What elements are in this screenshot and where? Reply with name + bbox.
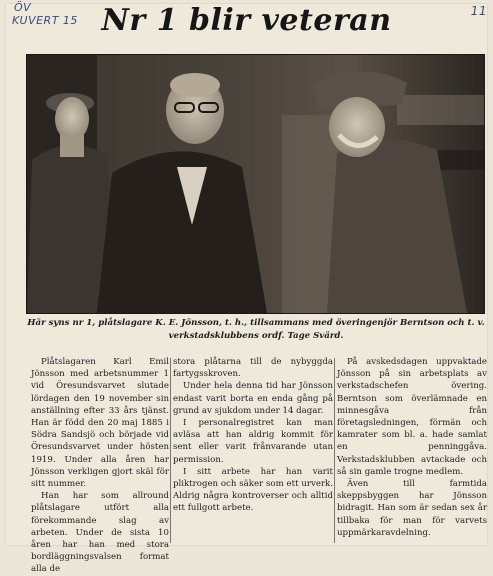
article-headline: Nr 1 blir veteran xyxy=(101,3,392,38)
column-divider xyxy=(170,358,171,543)
paragraph: Även till farmtida skeppsbyggen har Jönsson bidragit. Han som är sedan sex år tillbaka för man för varvets uppmärkaravdelning. xyxy=(337,479,487,538)
paragraph: stora plåtarna till de nybyggda fartygsskroven. xyxy=(173,357,333,380)
handwritten-note-ov: ÖV xyxy=(14,1,32,14)
paragraph: Plåtslagaren Karl Emil Jönsson med arbetsnummer 1 vid Öresundsvarvet slutade lördagen den 19 november sin anställning efter 33 års tjänst. Han är född den 20 maj 1885 i Södra Sandsjö och började vid Öresundsvarvet under hösten 1919. Under alla åren har Jönsson verkligen gjort skäl för sitt nummer. xyxy=(31,357,169,490)
handwritten-page-number: 11 xyxy=(470,4,487,18)
paragraph: På avskedsdagen uppvaktade Jönsson på sin arbetsplats av verkstadschefen övering. Berntson som överlämnade en minnesgåva från företagsledningen, förmän och kamrater som bl. a. hade samlat en penninggåva. Verkstadsklubben avtackade och så sin gamle trogne medlem. xyxy=(337,357,487,477)
photo-caption: Här syns nr 1, plåtslagare K. E. Jönsson, t. h., tillsammans med överingenjör Berntson och t. v. verkstadsklubbens ordf. Tage Svärd. xyxy=(27,318,485,341)
article-photo xyxy=(26,54,485,314)
paragraph: Han har som allround plåtslagare utfört alla förekommande slag av arbeten. Under de sista 10 åren har han med stora bordläggningsvalsen format alla de xyxy=(31,491,169,575)
column-divider xyxy=(334,358,335,543)
paragraph: I personalregistret kan man avläsa att han aldrig kommit för sent eller varit frånvarande utan permission. xyxy=(173,418,333,465)
article-column-3 xyxy=(337,356,487,539)
paragraph: I sitt arbete har han varit pliktrogen och säker som ett urverk. Aldrig några kontroverser och alltid ett fullgott arbete. xyxy=(173,466,333,514)
paragraph: Under hela denna tid har Jönsson endast varit borta en enda gång på grund av sjukdom under 14 dagar. xyxy=(173,381,333,416)
article-column-2 xyxy=(173,356,333,515)
handwritten-note-kuvert: KUVERT 15 xyxy=(12,14,78,27)
photo-image xyxy=(27,55,484,313)
article-column-1 xyxy=(31,356,169,576)
